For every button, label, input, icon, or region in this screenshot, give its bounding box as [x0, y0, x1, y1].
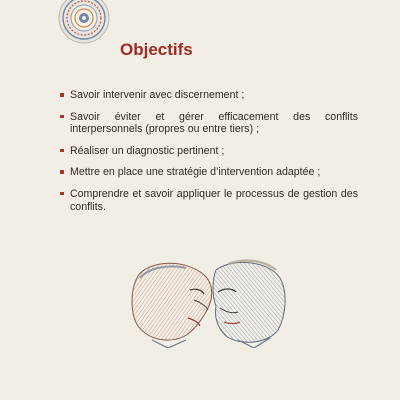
- list-item-text: Savoir éviter et gérer efficacement des conflits interpersonnels (propres ou entre tiers) ;: [70, 110, 358, 136]
- page-title: Objectifs: [120, 40, 193, 59]
- list-item-text: Réaliser un diagnostic pertinent ;: [70, 144, 225, 157]
- concentric-seal-icon: [58, 0, 110, 44]
- bullet-square-icon: [60, 93, 64, 97]
- bullet-square-icon: [60, 192, 64, 196]
- list-item: [60, 166, 358, 179]
- bullet-square-icon: [60, 149, 64, 153]
- list-item-text: Savoir intervenir avec discernement ;: [70, 89, 245, 101]
- list-item: [60, 111, 358, 136]
- list-item: [60, 188, 358, 213]
- objectives-list: [60, 89, 358, 222]
- bullet-square-icon: [60, 170, 64, 174]
- list-item: [60, 145, 358, 158]
- bullet-square-icon: [60, 115, 64, 119]
- list-item-text: Comprendre et savoir appliquer le processus de gestion des conflits.: [70, 187, 358, 213]
- list-item-text: Mettre en place une stratégie d’intervention adaptée ;: [70, 166, 321, 179]
- list-item: [60, 89, 358, 102]
- two-faces-sketch-icon: [128, 256, 290, 348]
